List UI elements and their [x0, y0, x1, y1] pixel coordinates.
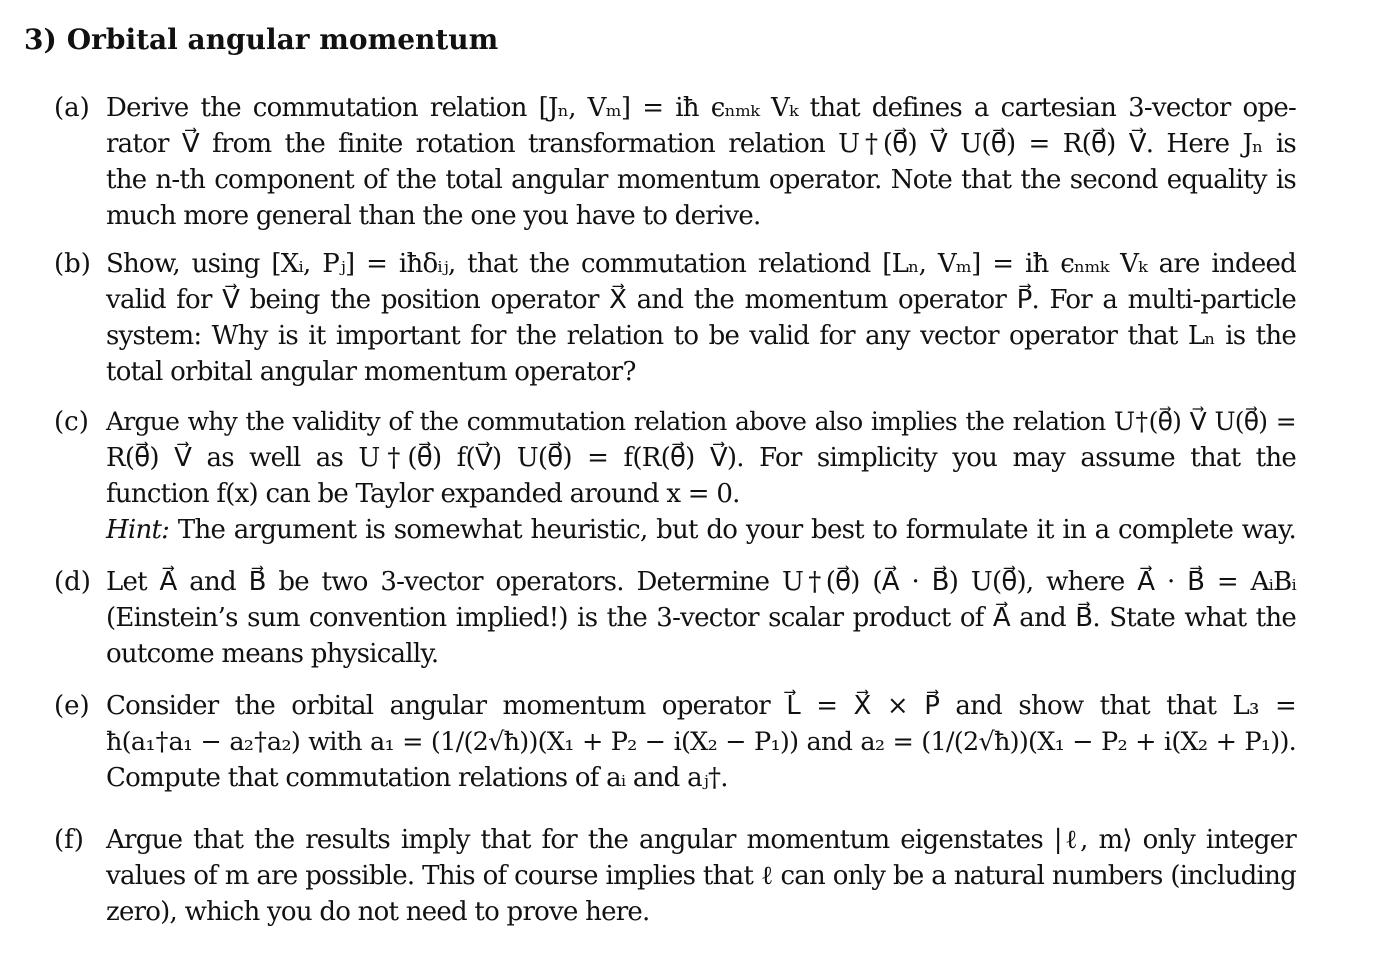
- text-line: Compute that commutation relations of aᵢ and aⱼ†.: [106, 763, 728, 793]
- text-line: valid for V⃗ being the position operator X⃗ and the momentum operator P⃗. For a multi-particle: [106, 285, 1296, 315]
- text-line: Derive the commutation relation [Jₙ, Vₘ] = iħ ϵₙₘₖ Vₖ that defines a cartesian 3-vector ope-: [106, 93, 1296, 123]
- item-text-e: [106, 688, 1296, 796]
- item-label-e: (e): [54, 691, 90, 721]
- text-line: ħ(a₁†a₁ − a₂†a₂) with a₁ = (1/(2√ħ))(X₁ + P₂ − i(X₂ − P₁)) and a₂ = (1/(2√ħ))(X₁ − P₂ + i(X₂ + P₁)).: [106, 727, 1296, 757]
- item-label-c: (c): [54, 407, 89, 437]
- text-line: Show, using [Xᵢ, Pⱼ] = iħδᵢⱼ, that the commutation relationd [Lₙ, Vₘ] = iħ ϵₙₘₖ Vₖ are indeed: [106, 249, 1296, 279]
- section-title: Orbital angular momentum: [66, 23, 499, 56]
- text-line: R(θ⃗) V⃗ as well as U†(θ⃗) f(V⃗) U(θ⃗) = f(R(θ⃗) V⃗). For simplicity you may assume that the: [106, 443, 1296, 473]
- item-label-b: (b): [54, 249, 91, 279]
- text-line: the n-th component of the total angular momentum operator. Note that the second equality is: [106, 165, 1296, 195]
- text-line: outcome means physically.: [106, 639, 439, 669]
- text-line: zero), which you do not need to prove here.: [106, 897, 650, 927]
- item-label-f: (f): [54, 825, 84, 855]
- item-text-f: [106, 822, 1296, 930]
- hint-line: [106, 512, 1296, 548]
- hint-text: The argument is somewhat heuristic, but do your best to formulate it in a complete way.: [177, 515, 1297, 545]
- item-text-c: [106, 404, 1296, 548]
- section-number: 3): [24, 23, 57, 56]
- text-line: function f(x) can be Taylor expanded around x = 0.: [106, 479, 740, 509]
- hint-label: Hint:: [106, 515, 170, 545]
- text-line: (Einstein’s sum convention implied!) is the 3-vector scalar product of A⃗ and B⃗. State what the: [106, 603, 1296, 633]
- text-line: Argue that the results imply that for the angular momentum eigenstates |ℓ, m⟩ only integer: [106, 825, 1296, 855]
- item-text-b: [106, 246, 1296, 390]
- text-line: system: Why is it important for the relation to be valid for any vector operator that Lₙ is the: [106, 321, 1296, 351]
- text-line: Consider the orbital angular momentum operator L⃗ = X⃗ × P⃗ and show that that L₃ =: [106, 691, 1296, 721]
- text-line: rator V⃗ from the finite rotation transformation relation U†(θ⃗) V⃗ U(θ⃗) = R(θ⃗) V⃗. Here Jₙ is: [106, 129, 1296, 159]
- text-line: values of m are possible. This of course implies that ℓ can only be a natural numbers (including: [106, 861, 1296, 891]
- text-line: Let A⃗ and B⃗ be two 3-vector operators. Determine U†(θ⃗) (A⃗ · B⃗) U(θ⃗), where A⃗ · B⃗ = AᵢBᵢ: [106, 567, 1296, 597]
- section-heading: [24, 20, 498, 60]
- text-line: Argue why the validity of the commutation relation above also implies the relation U†(θ⃗) V⃗ U(θ⃗) =: [106, 407, 1296, 436]
- text-line: total orbital angular momentum operator?: [106, 357, 636, 387]
- item-label-d: (d): [54, 567, 91, 597]
- item-label-a: (a): [54, 93, 90, 123]
- item-text-a: [106, 90, 1296, 234]
- text-line: much more general than the one you have to derive.: [106, 201, 761, 231]
- item-text-d: [106, 564, 1296, 672]
